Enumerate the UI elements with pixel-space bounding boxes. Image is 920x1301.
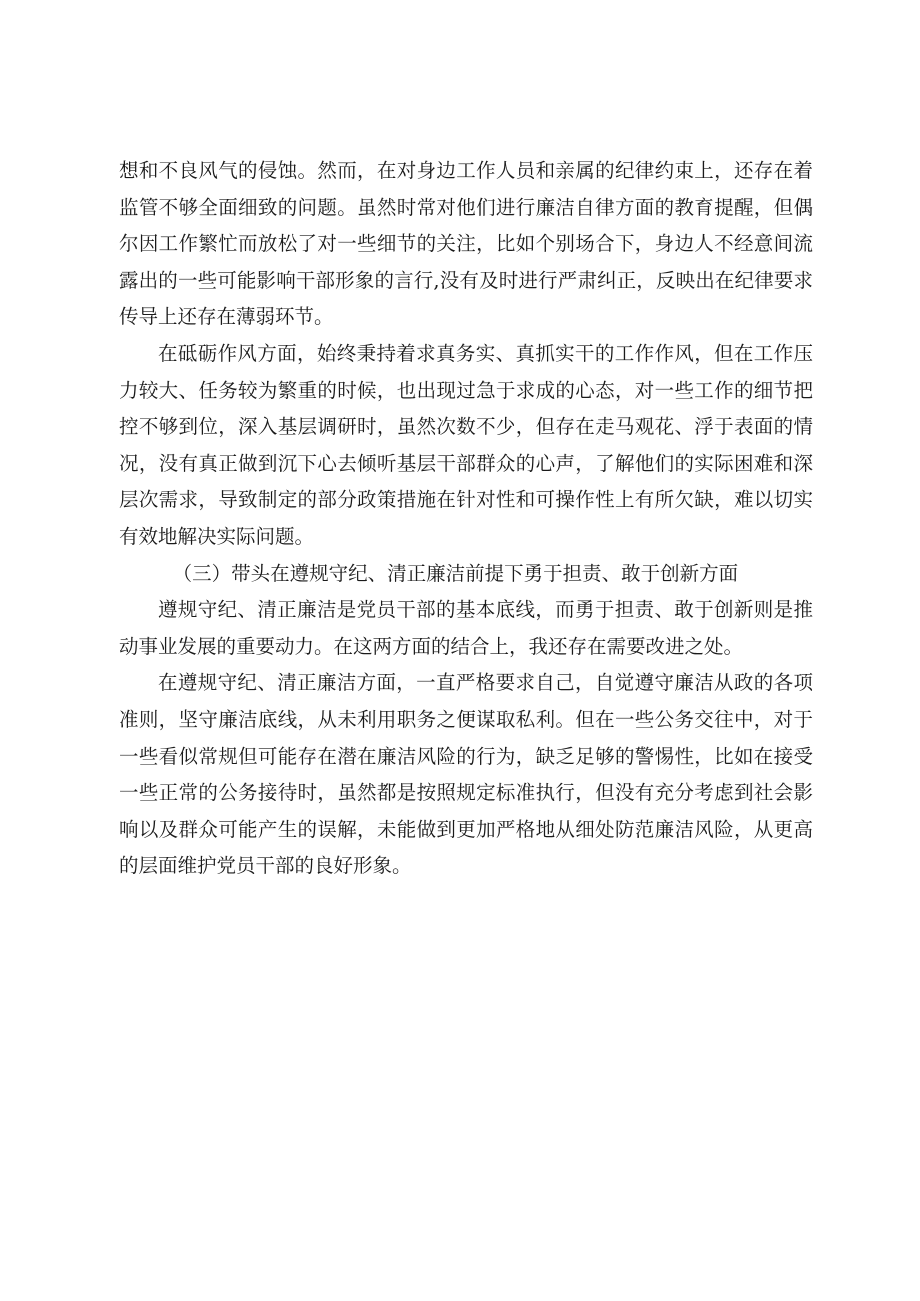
paragraph-integrity: 在遵规守纪、清正廉洁方面，一直严格要求自己，自觉遵守廉洁从政的各项准则，坚守廉洁底线，从未利用职务之便谋取私利。但在一些公务交往中，对于一些看似常规但可能存在潜在廉洁风险的行为，缺乏足够的警惕性，比如在接受一些正常的公务接待时，虽然都是按照规定标准执行，但没有充分考虑到社会影响以及群众可能产生的误解，未能做到更加严格地从细处防范廉洁风险，从更高的层面维护党员干部的良好形象。 xyxy=(119,671,813,878)
paragraph-work-style: 在砥砺作风方面，始终秉持着求真务实、真抓实干的工作作风，但在工作压力较大、任务较为繁重的时候，也出现过急于求成的心态，对一些工作的细节把控不够到位，深入基层调研时，虽然次数不少，但存在走马观花、浮于表面的情况，没有真正做到沉下心去倾听基层干部群众的心声，了解他们的实际困难和深层次需求，导致制定的部分政策措施在针对性和可操作性上有所欠缺，难以切实有效地解决实际问题。 xyxy=(119,341,813,548)
document-body xyxy=(119,153,813,885)
paragraph-discipline-intro: 遵规守纪、清正廉洁是党员干部的基本底线，而勇于担责、敢于创新则是推动事业发展的重要动力。在这两方面的结合上，我还存在需要改进之处。 xyxy=(119,598,813,658)
paragraph-continuation: 想和不良风气的侵蚀。然而，在对身边工作人员和亲属的纪律约束上，还存在着监管不够全面细致的问题。虽然时常对他们进行廉洁自律方面的教育提醒，但偶尔因工作繁忙而放松了对一些细节的关注，比如个别场合下，身边人不经意间流露出的一些可能影响干部形象的言行,没有及时进行严肃纠正，反映出在纪律要求传导上还存在薄弱环节。 xyxy=(119,159,813,329)
section-heading-3: （三）带头在遵规守纪、清正廉洁前提下勇于担责、敢于创新方面 xyxy=(172,561,739,585)
